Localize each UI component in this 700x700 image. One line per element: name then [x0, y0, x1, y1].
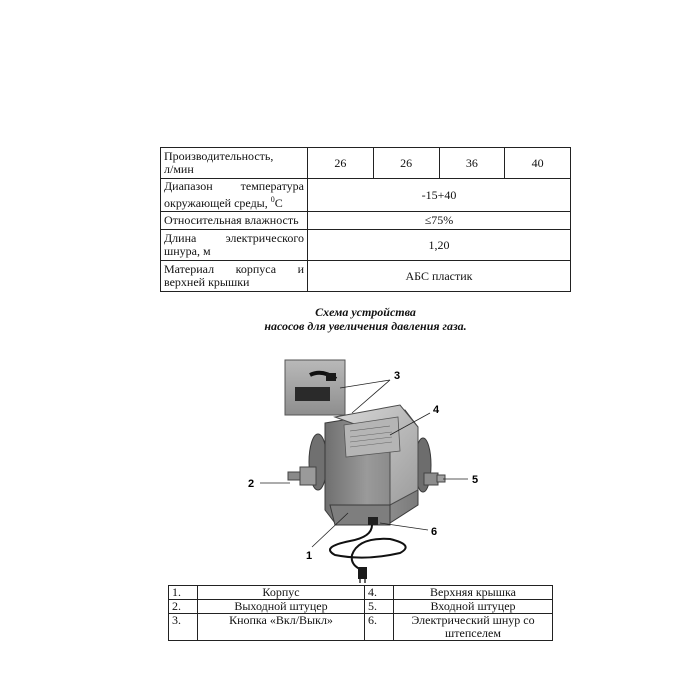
part-number: 2.	[169, 600, 198, 614]
spec-value-capacity-1: 26	[308, 148, 374, 179]
spec-value-material: АБС пластик	[308, 261, 571, 292]
spec-value-capacity-3: 36	[439, 148, 505, 179]
spec-value-temperature: -15+40	[308, 179, 571, 212]
spec-label-line: Материал корпуса и	[164, 262, 304, 276]
spec-row-material	[161, 261, 571, 292]
spec-label-line: шнура, м	[164, 244, 211, 258]
spec-label-unit: С	[274, 196, 283, 210]
power-cord	[330, 525, 406, 583]
caption-line-1: Схема устройства	[315, 305, 416, 319]
caption-line-2: насосов для увеличения давления газа.	[264, 319, 467, 333]
spec-label-line: Производительность,	[164, 149, 274, 163]
part-name: Выходной штуцер	[198, 600, 365, 614]
pump-body	[325, 405, 418, 525]
part-name: Входной штуцер	[394, 600, 553, 614]
spec-row-temperature	[161, 179, 571, 212]
callout-4: 4	[433, 404, 440, 416]
parts-row	[169, 600, 553, 614]
spec-value-cord-length: 1,20	[308, 230, 571, 261]
spec-label-humidity	[161, 212, 308, 230]
spec-label-temperature	[161, 179, 308, 212]
figure-caption	[160, 305, 571, 333]
callout-6: 6	[431, 526, 438, 538]
pump-figure	[240, 355, 500, 587]
spec-label-line: Длина электрического	[164, 231, 304, 245]
spec-value-humidity: ≤75%	[308, 212, 571, 230]
part-number: 4.	[365, 586, 394, 600]
spec-row-humidity	[161, 212, 571, 230]
spec-value-capacity-2: 26	[373, 148, 439, 179]
part-name	[394, 614, 553, 641]
part-number: 1.	[169, 586, 198, 600]
spec-row-capacity	[161, 148, 571, 179]
parts-table	[168, 585, 553, 641]
callout-2: 2	[248, 478, 255, 490]
spec-label-line: Диапазон температура	[164, 179, 304, 193]
part-name-line: штепселем	[445, 626, 501, 640]
spec-label-capacity	[161, 148, 308, 179]
spec-value-capacity-4: 40	[505, 148, 571, 179]
part-number: 5.	[365, 600, 394, 614]
part-name-line: Электрический шнур со	[411, 613, 535, 627]
parts-row	[169, 614, 553, 641]
parts-row	[169, 586, 553, 600]
degree-superscript: 0	[270, 195, 275, 204]
spec-label-cord-length	[161, 230, 308, 261]
spec-label-line	[164, 193, 304, 210]
callout-5: 5	[472, 474, 479, 486]
inlet-fitting	[415, 438, 445, 492]
part-number: 6.	[365, 614, 394, 641]
callout-3: 3	[394, 370, 401, 382]
part-name: Корпус	[198, 586, 365, 600]
part-name: Верхняя крышка	[394, 586, 553, 600]
button-inset-photo	[285, 360, 345, 415]
part-name: Кнопка «Вкл/Выкл»	[198, 614, 365, 641]
outlet-fitting	[288, 434, 327, 490]
spec-label-line: Относительная влажность	[164, 213, 299, 227]
spec-row-cord-length	[161, 230, 571, 261]
spec-label-line: верхней крышки	[164, 275, 250, 289]
spec-label-material	[161, 261, 308, 292]
spec-label-text: окружающей среды,	[164, 196, 271, 210]
spec-label-line: л/мин	[164, 162, 194, 176]
part-number: 3.	[169, 614, 198, 641]
callout-1: 1	[306, 550, 313, 562]
spec-table	[160, 147, 571, 292]
